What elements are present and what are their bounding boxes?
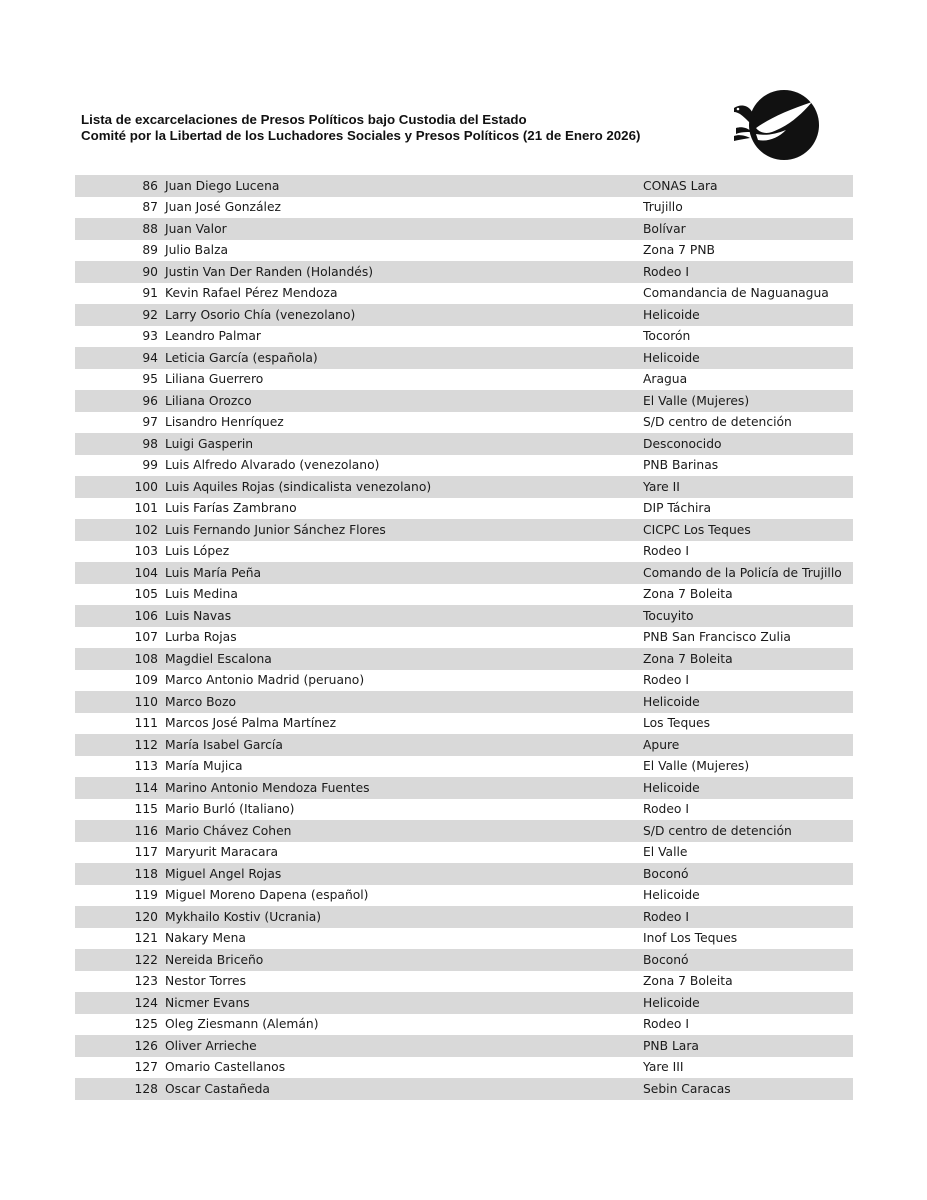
prisoner-name: Luis Farías Zambrano — [165, 501, 297, 516]
row-number: 109 — [134, 673, 158, 688]
prisoner-name: Luis María Peña — [165, 565, 262, 580]
row-number: 93 — [142, 329, 158, 344]
detention-place: CONAS Lara — [643, 178, 718, 193]
table-row — [75, 240, 853, 262]
row-number: 95 — [142, 372, 158, 387]
table-row — [75, 670, 853, 692]
table-row — [75, 885, 853, 907]
row-number: 106 — [134, 608, 158, 623]
prisoner-name: Kevin Rafael Pérez Mendoza — [165, 286, 338, 301]
table-row — [75, 691, 853, 713]
table-row — [75, 992, 853, 1014]
prisoner-name: Oscar Castañeda — [165, 1081, 270, 1096]
row-number: 114 — [134, 780, 158, 795]
table-row — [75, 842, 853, 864]
prisoner-name: Mario Chávez Cohen — [165, 823, 292, 838]
row-number: 127 — [134, 1060, 158, 1075]
detention-place: PNB San Francisco Zulia — [643, 630, 791, 645]
table-row — [75, 476, 853, 498]
row-number: 124 — [134, 995, 158, 1010]
detention-place: Rodeo I — [643, 909, 689, 924]
table-row — [75, 261, 853, 283]
detention-place: Apure — [643, 737, 680, 752]
detention-place: Zona 7 PNB — [643, 243, 715, 258]
prisoner-list-table — [75, 175, 853, 1100]
prisoner-name: Marco Antonio Madrid (peruano) — [165, 673, 365, 688]
row-number: 91 — [142, 286, 158, 301]
table-row — [75, 627, 853, 649]
detention-place: S/D centro de detención — [643, 415, 792, 430]
prisoner-name: Mario Burló (Italiano) — [165, 802, 295, 817]
prisoner-name: María Isabel García — [165, 737, 283, 752]
row-number: 121 — [134, 931, 158, 946]
row-number: 110 — [134, 694, 158, 709]
prisoner-name: Luis Aquiles Rojas (sindicalista venezolano) — [165, 479, 432, 494]
table-row — [75, 283, 853, 305]
prisoner-name: Luis Navas — [165, 608, 232, 623]
table-row — [75, 1014, 853, 1036]
detention-place: Rodeo I — [643, 673, 689, 688]
detention-place: PNB Barinas — [643, 458, 719, 473]
table-row — [75, 584, 853, 606]
row-number: 94 — [142, 350, 158, 365]
prisoner-name: María Mujica — [165, 759, 243, 774]
detention-place: Sebin Caracas — [643, 1081, 731, 1096]
table-row — [75, 605, 853, 627]
row-number: 108 — [134, 651, 158, 666]
detention-place: PNB Lara — [643, 1038, 699, 1053]
detention-place: Bolívar — [643, 221, 686, 236]
table-row — [75, 218, 853, 240]
table-row — [75, 1057, 853, 1079]
prisoner-name: Maryurit Maracara — [165, 845, 279, 860]
row-number: 104 — [134, 565, 158, 580]
table-row — [75, 756, 853, 778]
table-row — [75, 541, 853, 563]
detention-place: Helicoide — [643, 995, 700, 1010]
detention-place: Zona 7 Boleita — [643, 974, 733, 989]
detention-place: Tocuyito — [643, 608, 694, 623]
row-number: 113 — [134, 759, 158, 774]
prisoner-name: Miguel Moreno Dapena (español) — [165, 888, 369, 903]
row-number: 117 — [134, 845, 158, 860]
table-row — [75, 498, 853, 520]
table-row — [75, 777, 853, 799]
prisoner-name: Marcos José Palma Martínez — [165, 716, 337, 731]
prisoner-name: Juan Valor — [165, 221, 227, 236]
table-row — [75, 734, 853, 756]
prisoner-name: Luis Alfredo Alvarado (venezolano) — [165, 458, 380, 473]
row-number: 123 — [134, 974, 158, 989]
prisoner-name: Julio Balza — [165, 243, 229, 258]
detention-place: DIP Táchira — [643, 501, 711, 516]
prisoner-name: Juan Diego Lucena — [165, 178, 280, 193]
prisoner-name: Nicmer Evans — [165, 995, 250, 1010]
detention-place: Tocorón — [643, 329, 691, 344]
prisoner-name: Luis Medina — [165, 587, 238, 602]
prisoner-name: Luis López — [165, 544, 230, 559]
prisoner-name: Nereida Briceño — [165, 952, 264, 967]
prisoner-name: Marino Antonio Mendoza Fuentes — [165, 780, 370, 795]
detention-place: S/D centro de detención — [643, 823, 792, 838]
detention-place: El Valle (Mujeres) — [643, 759, 750, 774]
row-number: 99 — [142, 458, 158, 473]
prisoner-name: Leandro Palmar — [165, 329, 261, 344]
prisoner-name: Luis Fernando Junior Sánchez Flores — [165, 522, 386, 537]
table-row — [75, 648, 853, 670]
document-subtitle: Comité por la Libertad de los Luchadores Sociales y Presos Políticos (21 de Enero 2026) — [81, 128, 641, 143]
table-row — [75, 1035, 853, 1057]
table-row — [75, 175, 853, 197]
row-number: 100 — [134, 479, 158, 494]
row-number: 103 — [134, 544, 158, 559]
row-number: 86 — [142, 178, 158, 193]
detention-place: Helicoide — [643, 307, 700, 322]
prisoner-name: Nestor Torres — [165, 974, 247, 989]
row-number: 107 — [134, 630, 158, 645]
table-row — [75, 799, 853, 821]
row-number: 105 — [134, 587, 158, 602]
table-row — [75, 347, 853, 369]
dove-emblem-icon — [726, 88, 822, 162]
row-number: 97 — [142, 415, 158, 430]
row-number: 126 — [134, 1038, 158, 1053]
row-number: 119 — [134, 888, 158, 903]
detention-place: Rodeo I — [643, 1017, 689, 1032]
detention-place: Comando de la Policía de Trujillo — [643, 565, 842, 580]
row-number: 102 — [134, 522, 158, 537]
row-number: 87 — [142, 200, 158, 215]
row-number: 120 — [134, 909, 158, 924]
row-number: 90 — [142, 264, 158, 279]
prisoner-name: Liliana Guerrero — [165, 372, 264, 387]
table-row — [75, 949, 853, 971]
row-number: 115 — [134, 802, 158, 817]
table-row — [75, 412, 853, 434]
detention-place: Comandancia de Naguanagua — [643, 286, 829, 301]
prisoner-name: Larry Osorio Chía (venezolano) — [165, 307, 356, 322]
prisoner-name: Mykhailo Kostiv (Ucrania) — [165, 909, 322, 924]
prisoner-name: Oleg Ziesmann (Alemán) — [165, 1017, 319, 1032]
row-number: 118 — [134, 866, 158, 881]
detention-place: Rodeo I — [643, 544, 689, 559]
prisoner-name: Lisandro Henríquez — [165, 415, 284, 430]
table-row — [75, 390, 853, 412]
detention-place: Aragua — [643, 372, 688, 387]
detention-place: Boconó — [643, 952, 689, 967]
detention-place: Helicoide — [643, 350, 700, 365]
detention-place: Boconó — [643, 866, 689, 881]
row-number: 96 — [142, 393, 158, 408]
detention-place: Los Teques — [643, 716, 711, 731]
detention-place: El Valle (Mujeres) — [643, 393, 750, 408]
row-number: 98 — [142, 436, 158, 451]
prisoner-name: Nakary Mena — [165, 931, 246, 946]
table-row — [75, 326, 853, 348]
prisoner-name: Omario Castellanos — [165, 1060, 286, 1075]
detention-place: Helicoide — [643, 694, 700, 709]
detention-place: Helicoide — [643, 780, 700, 795]
row-number: 116 — [134, 823, 158, 838]
detention-place: El Valle — [643, 845, 688, 860]
detention-place: Yare II — [643, 479, 680, 494]
table-row — [75, 433, 853, 455]
row-number: 92 — [142, 307, 158, 322]
row-number: 88 — [142, 221, 158, 236]
row-number: 122 — [134, 952, 158, 967]
document-title: Lista de excarcelaciones de Presos Políticos bajo Custodia del Estado — [81, 112, 527, 127]
prisoner-name: Liliana Orozco — [165, 393, 252, 408]
table-row — [75, 971, 853, 993]
detention-place: Yare III — [643, 1060, 684, 1075]
table-row — [75, 820, 853, 842]
table-row — [75, 713, 853, 735]
row-number: 125 — [134, 1017, 158, 1032]
prisoner-name: Magdiel Escalona — [165, 651, 272, 666]
prisoner-name: Marco Bozo — [165, 694, 237, 709]
detention-place: Rodeo I — [643, 264, 689, 279]
table-row — [75, 519, 853, 541]
prisoner-name: Miguel Angel Rojas — [165, 866, 282, 881]
table-row — [75, 562, 853, 584]
row-number: 112 — [134, 737, 158, 752]
prisoner-name: Justin Van Der Randen (Holandés) — [165, 264, 374, 279]
table-row — [75, 906, 853, 928]
table-row — [75, 1078, 853, 1100]
prisoner-name: Luigi Gasperin — [165, 436, 254, 451]
row-number: 101 — [134, 501, 158, 516]
table-row — [75, 928, 853, 950]
row-number: 89 — [142, 243, 158, 258]
table-row — [75, 369, 853, 391]
prisoner-name: Lurba Rojas — [165, 630, 237, 645]
detention-place: Inof Los Teques — [643, 931, 738, 946]
table-row — [75, 863, 853, 885]
detention-place: Desconocido — [643, 436, 722, 451]
detention-place: Zona 7 Boleita — [643, 651, 733, 666]
detention-place: Rodeo I — [643, 802, 689, 817]
table-row — [75, 455, 853, 477]
document-header — [81, 112, 640, 144]
detention-place: Helicoide — [643, 888, 700, 903]
prisoner-name: Oliver Arrieche — [165, 1038, 257, 1053]
detention-place: Zona 7 Boleita — [643, 587, 733, 602]
table-row — [75, 304, 853, 326]
prisoner-name: Juan José González — [165, 200, 281, 215]
table-row — [75, 197, 853, 219]
detention-place: CICPC Los Teques — [643, 522, 751, 537]
prisoner-name: Leticia García (española) — [165, 350, 318, 365]
detention-place: Trujillo — [643, 200, 683, 215]
row-number: 111 — [134, 716, 158, 731]
row-number: 128 — [134, 1081, 158, 1096]
